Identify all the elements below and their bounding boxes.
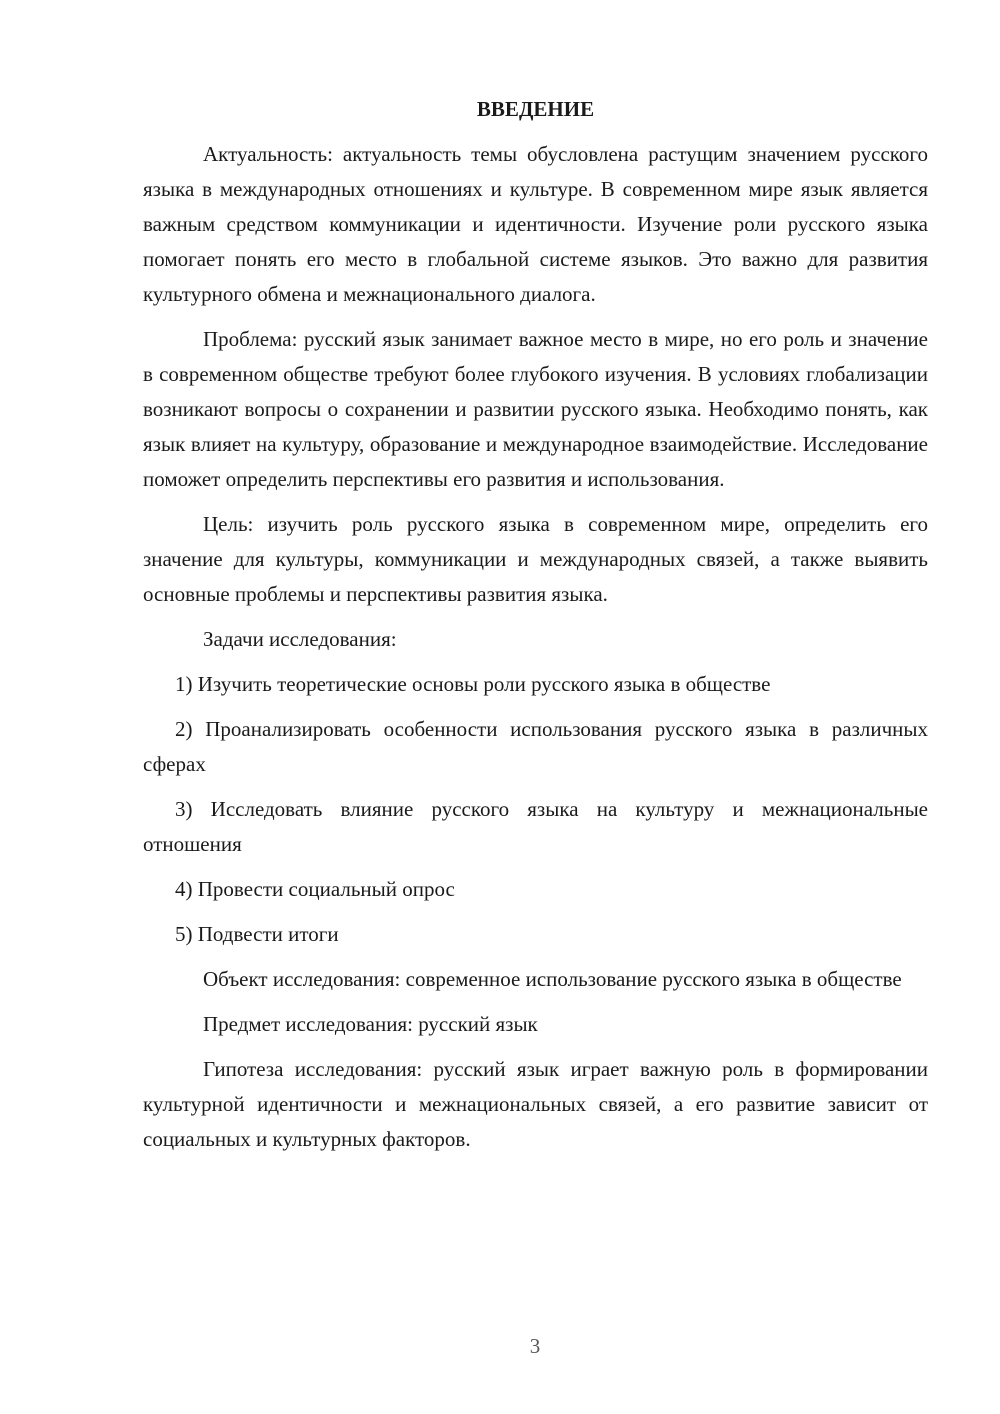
task-item: 2) Проанализировать особенности использования русского языка в различных сферах	[143, 717, 928, 776]
relevance-paragraph: Актуальность: актуальность темы обусловлена растущим значением русского языка в международных отношениях и культуре. В современном мире язык является важным средством коммуникации и идентичности. Изучение роли русского языка помогает понять его место в глобальной системе языков. Это важно для развития культурного обмена и межнационального диалога.	[143, 142, 928, 306]
tasks-list	[143, 667, 928, 952]
task-item: 3) Исследовать влияние русского языка на культуру и межнациональные отношения	[143, 797, 928, 856]
section-title: ВВЕДЕНИЕ	[476, 97, 595, 121]
task-item: 4) Провести социальный опрос	[175, 877, 455, 901]
goal-paragraph: Цель: изучить роль русского языка в современном мире, определить его значение для культуры, коммуникации и международных связей, а также выявить основные проблемы и перспективы развития языка.	[143, 512, 928, 606]
hypothesis-paragraph: Гипотеза исследования: русский язык играет важную роль в формировании культурной идентичности и межнациональных связей, а его развитие зависит от социальных и культурных факторов.	[143, 1057, 928, 1151]
page-body	[143, 92, 928, 1167]
task-item: 5) Подвести итоги	[175, 922, 339, 946]
tasks-heading: Задачи исследования:	[203, 627, 397, 651]
subject-paragraph: Предмет исследования: русский язык	[203, 1012, 538, 1036]
problem-paragraph: Проблема: русский язык занимает важное место в мире, но его роль и значение в современном обществе требуют более глубокого изучения. В условиях глобализации возникают вопросы о сохранении и развитии русского языка. Необходимо понять, как язык влияет на культуру, образование и международное взаимодействие. Исследование поможет определить перспективы его развития и использования.	[143, 327, 928, 491]
page-number: 3	[529, 1334, 541, 1358]
object-paragraph: Объект исследования: современное использование русского языка в обществе	[203, 967, 902, 991]
task-item: 1) Изучить теоретические основы роли русского языка в обществе	[175, 672, 771, 696]
